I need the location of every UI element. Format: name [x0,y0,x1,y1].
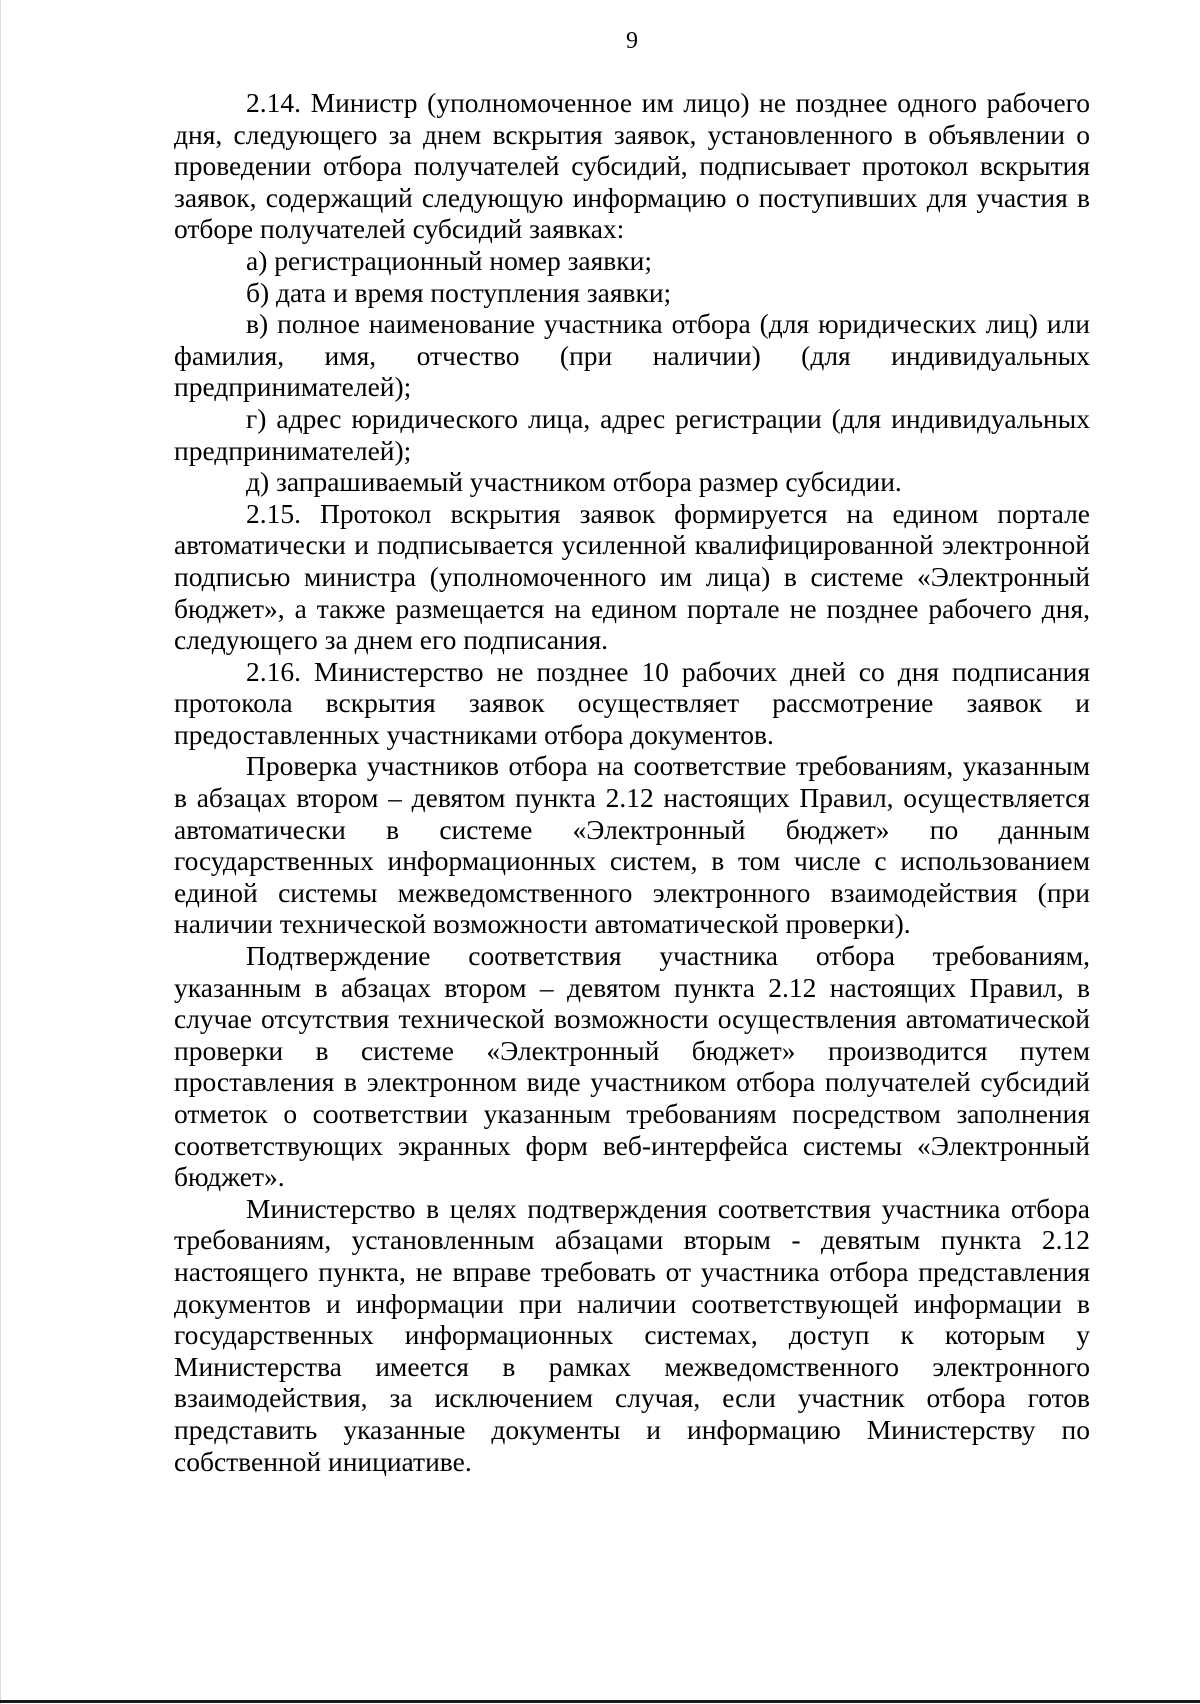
document-body [174,87,1090,1477]
list-item-d: д) запрашиваемый участником отбора размер субсидии. [246,466,902,498]
scan-left-edge [0,0,1,1704]
paragraph-check-automatic: Проверка участников отбора на соответствие требованиям, указанным в абзацах втором – девятом пункта 2.12 настоящих Правил, осуществляется автоматически в системе «Электронный бюджет» по данным государственных информационных систем, в том числе с использованием единой системы межведомственного электронного взаимодействия (при наличии технической возможности автоматической проверки). [174,750,1090,940]
list-item-g: г) адрес юридического лица, адрес регистрации (для индивидуальных предпринимателей); [174,402,1090,466]
list-item-a: а) регистрационный номер заявки; [246,244,652,276]
list-item-v: в) полное наименование участника отбора (для юридических лиц) или фамилия, имя, отчество (при наличии) (для индивидуальных предпринимателей); [174,308,1090,403]
paragraph-2-16: 2.16. Министерство не позднее 10 рабочих дней со дня подписания протокола вскрытия заявок осуществляет рассмотрение заявок и предоставленных участниками отбора документов. [174,655,1090,750]
page-number: 9 [626,28,638,54]
list-item-b: б) дата и время поступления заявки; [246,276,672,308]
paragraph-2-15: 2.15. Протокол вскрытия заявок формируется на едином портале автоматически и подписывается усиленной квалифицированной электронной подписью министра (уполномоченного им лица) в системе «Электронный бюджет», а также размещается на едином портале не позднее рабочего дня, следующего за днем его подписания. [174,497,1090,656]
paragraph-confirmation: Подтверждение соответствия участника отбора требованиям, указанным в абзацах втором – девятом пункта 2.12 настоящих Правил, в случае отсутствия технической возможности осуществления автоматической проверки в системе «Электронный бюджет» производится путем проставления в электронном виде участником отбора получателей субсидий отметок о соответствии указанным требованиям посредством заполнения соответствующих экранных форм веб-интерфейса системы «Электронный бюджет». [174,940,1090,1193]
scan-bottom-edge [0,1700,1200,1703]
paragraph-ministry-restriction: Министерство в целях подтверждения соответствия участника отбора требованиям, установленным абзацами вторым - девятым пункта 2.12 настоящего пункта, не вправе требовать от участника отбора представления документов и информации при наличии соответствующей информации в государственных информационных системах, доступ к которым у Министерства имеется в рамках межведомственного электронного взаимодействия, за исключением случая, если участник отбора готов представить указанные документы и информацию Министерству по собственной инициативе. [174,1192,1090,1477]
paragraph-2-14: 2.14. Министр (уполномоченное им лицо) не позднее одного рабочего дня, следующего за днем вскрытия заявок, установленного в объявлении о проведении отбора получателей субсидий, подписывает протокол вскрытия заявок, содержащий следующую информацию о поступивших для участия в отборе получателей субсидий заявках: [174,87,1090,245]
